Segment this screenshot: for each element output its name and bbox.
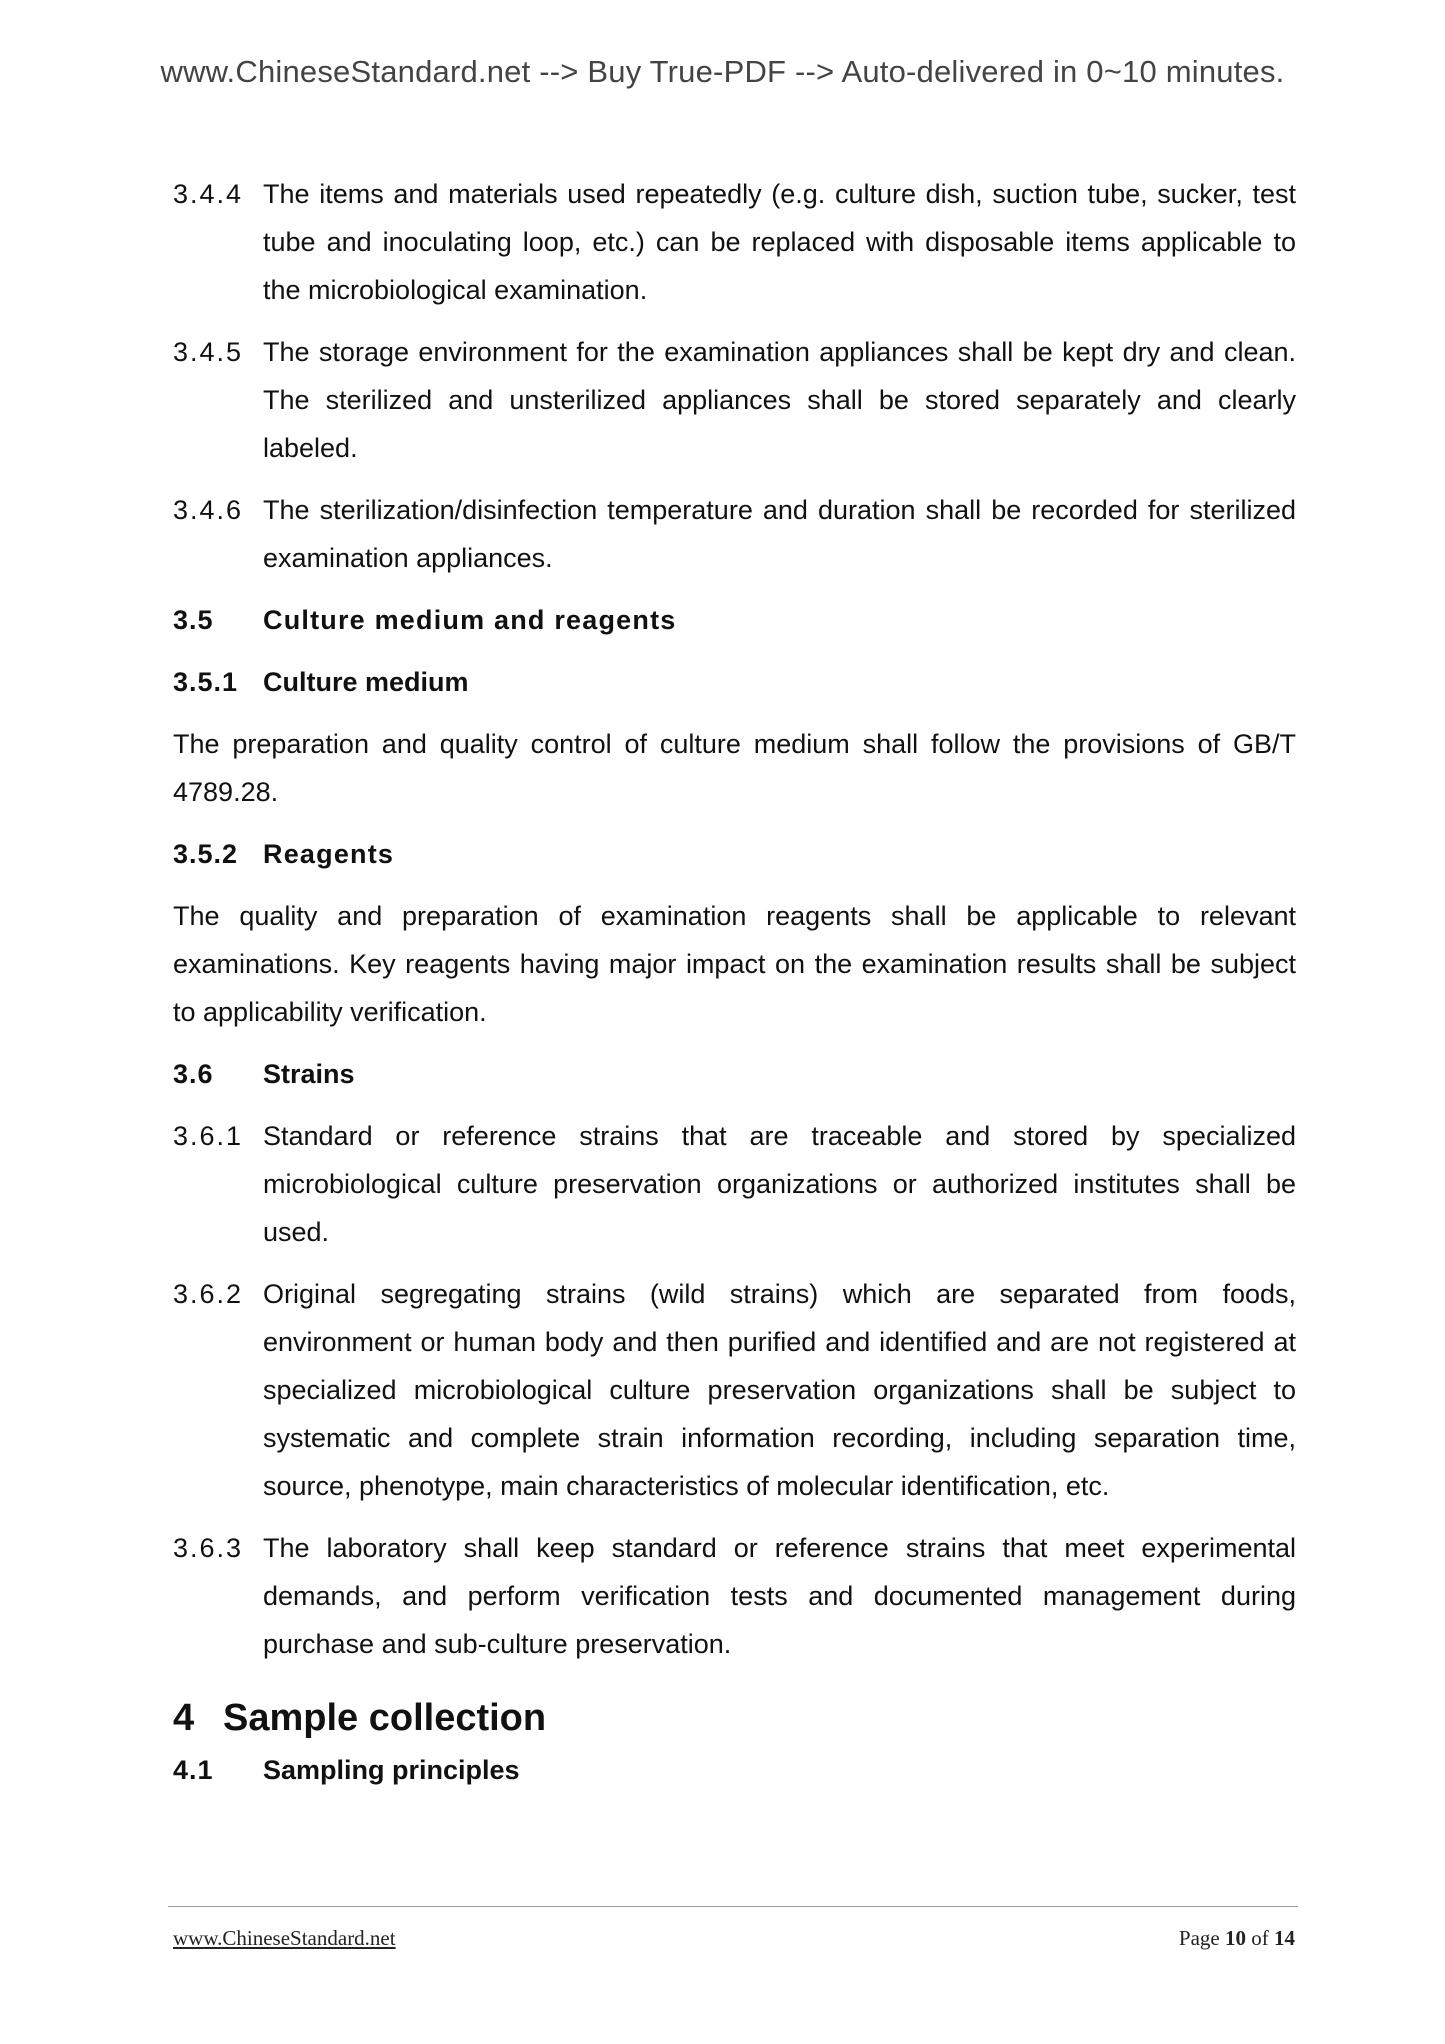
document-body <box>173 170 1296 1808</box>
clause-text: The sterilization/disinfection temperature and duration shall be recorded for sterilized examination appliances. <box>263 495 1296 573</box>
section-title: Culture medium <box>263 667 469 697</box>
footer-site-link[interactable]: www.ChineseStandard.net <box>173 1926 396 1950</box>
section-title: Culture medium and reagents <box>263 605 677 635</box>
page-word: Page <box>1178 1926 1220 1950</box>
clause-3-4-5 <box>173 328 1296 472</box>
clause-number: 3.6.3 <box>173 1533 244 1563</box>
clause-3-6-3 <box>173 1524 1296 1668</box>
section-title: Reagents <box>263 839 395 869</box>
clause-3-4-6 <box>173 486 1296 582</box>
section-heading-4-1 <box>173 1746 1296 1794</box>
paragraph-reagents: The quality and preparation of examination reagents shall be applicable to relevant examinations. Key reagents having major impact on the examination results shall be subject to applicability verification. <box>173 901 1296 1027</box>
page-of-word: of <box>1251 1926 1269 1950</box>
section-heading-3-5 <box>173 596 1296 644</box>
chapter-heading-4 <box>173 1690 1296 1746</box>
section-title: Strains <box>263 1059 355 1089</box>
page-header-banner: www.ChineseStandard.net --> Buy True-PDF --> Auto-delivered in 0~10 minutes. <box>160 54 1285 89</box>
section-number: 3.5.1 <box>173 667 239 697</box>
clause-text: The items and materials used repeatedly (e.g. culture dish, suction tube, sucker, test tube and inoculating loop, etc.) can be replaced with disposable items applicable to the microbiological examination. <box>263 179 1296 305</box>
clause-number: 3.4.4 <box>173 179 244 209</box>
page-number <box>1179 1926 1295 1951</box>
clause-3-6-1 <box>173 1112 1296 1256</box>
clause-3-4-4 <box>173 170 1296 314</box>
chapter-title: Sample collection <box>223 1697 547 1739</box>
section-heading-3-6 <box>173 1050 1296 1098</box>
section-number: 3.5.2 <box>173 839 239 869</box>
clause-number: 3.4.5 <box>173 337 244 367</box>
clause-number: 3.6.1 <box>173 1121 244 1151</box>
section-title: Sampling principles <box>263 1755 520 1785</box>
paragraph-culture-medium: The preparation and quality control of culture medium shall follow the provisions of GB/T 4789.28. <box>173 729 1296 807</box>
section-heading-3-5-2 <box>173 830 1296 878</box>
page-total: 14 <box>1274 1926 1295 1950</box>
footer-divider <box>168 1906 1298 1907</box>
clause-text: Original segregating strains (wild strains) which are separated from foods, environment or human body and then purified and identified and are not registered at specialized microbiological culture preservation organizations shall be subject to systematic and complete strain information recording, including separation time, source, phenotype, main characteristics of molecular identification, etc. <box>263 1279 1296 1501</box>
clause-3-6-2 <box>173 1270 1296 1510</box>
section-number: 3.6 <box>173 1059 214 1089</box>
clause-text: The storage environment for the examination appliances shall be kept dry and clean. The sterilized and unsterilized appliances shall be stored separately and clearly labeled. <box>263 337 1296 463</box>
clause-text: The laboratory shall keep standard or reference strains that meet experimental demands, and perform verification tests and documented management during purchase and sub-culture preservation. <box>263 1533 1296 1659</box>
clause-number: 3.6.2 <box>173 1279 244 1309</box>
chapter-number: 4 <box>173 1697 195 1739</box>
clause-number: 3.4.6 <box>173 495 244 525</box>
section-heading-3-5-1 <box>173 658 1296 706</box>
section-number: 4.1 <box>173 1755 214 1785</box>
clause-text: Standard or reference strains that are traceable and stored by specialized microbiological culture preservation organizations or authorized institutes shall be used. <box>263 1121 1296 1247</box>
page-current: 10 <box>1225 1926 1246 1950</box>
section-number: 3.5 <box>173 605 214 635</box>
